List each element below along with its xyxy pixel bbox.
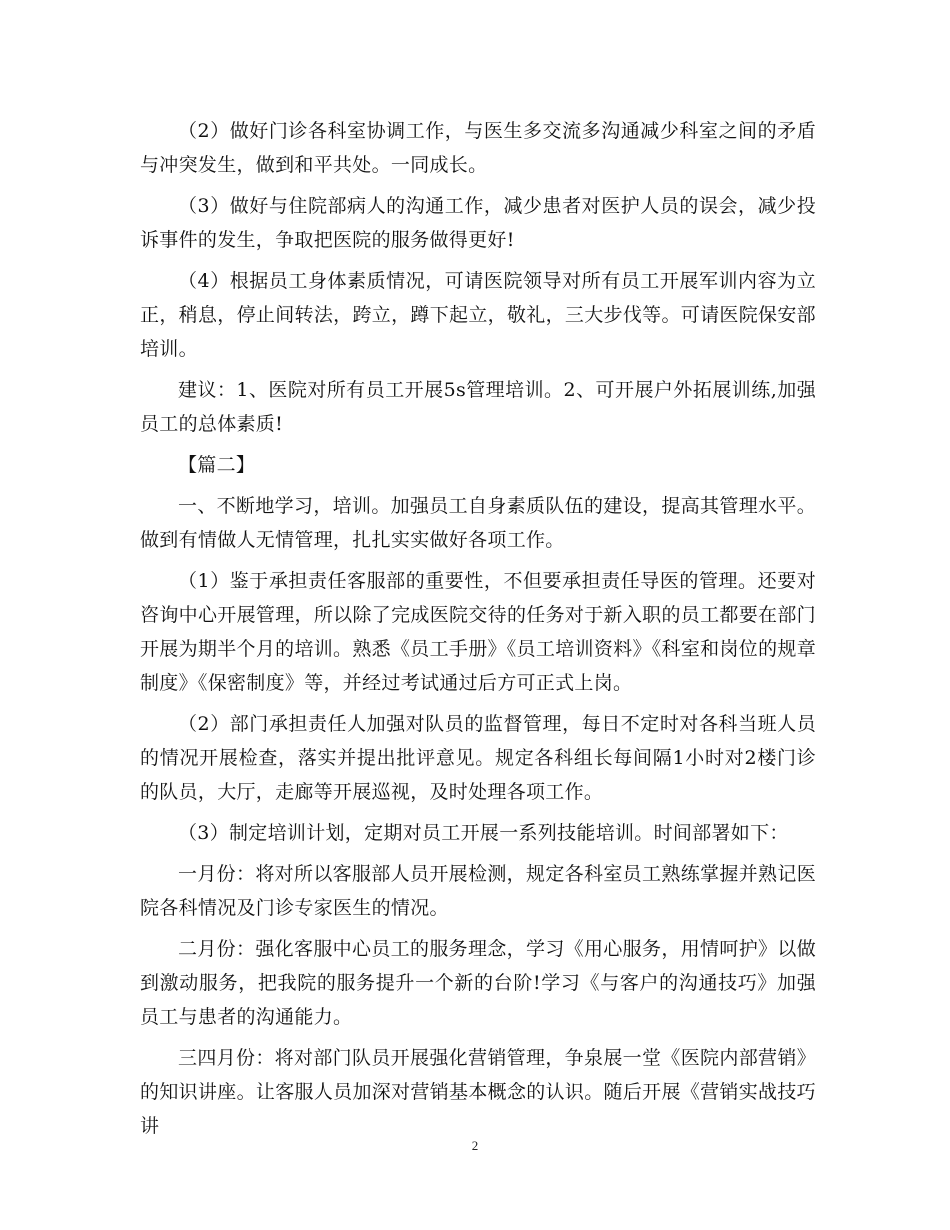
paragraph: 三四月份：将对部门队员开展强化营销管理，争泉展一堂《医院内部营销》的知识讲座。让客服人员加深对营销基本概念的认识。随后开展《营销实战技巧讲 (140, 1047, 816, 1137)
paragraph: （2）做好门诊各科室协调工作，与医生多交流多沟通减少科室之间的矛盾与冲突发生，做到和平共处。一同成长。 (140, 120, 816, 176)
section-heading: 【篇二】 (178, 454, 256, 476)
paragraph: （3）做好与住院部病人的沟通工作，减少患者对医护人员的误会，减少投诉事件的发生，争取把医院的服务做得更好! (140, 195, 816, 251)
paragraph: 一、不断地学习，培训。加强员工自身素质队伍的建设，提高其管理水平。做到有情做人无情管理，扎扎实实做好各项工作。 (140, 495, 816, 551)
page-number: 2 (471, 1138, 479, 1153)
paragraph: （4）根据员工身体素质情况，可请医院领导对所有员工开展军训内容为立正，稍息，停止间转法，跨立，蹲下起立，敬礼，三大步伐等。可请医院保安部培训。 (140, 270, 816, 360)
paragraph: （2）部门承担责任人加强对队员的监督管理，每日不定时对各科当班人员的情况开展检查，落实并提出批评意见。规定各科组长每间隔1小时对2楼门诊的队员，大厅，走廊等开展巡视，及时处理各项工作。 (140, 713, 816, 803)
paragraph: 一月份：将对所以客服部人员开展检测，规定各科室员工熟练掌握并熟记医院各科情况及门诊专家医生的情况。 (140, 863, 816, 919)
paragraph: 二月份：强化客服中心员工的服务理念，学习《用心服务，用情呵护》以做到激动服务，把我院的服务提升一个新的台阶!学习《与客户的沟通技巧》加强员工与患者的沟通能力。 (140, 938, 816, 1028)
document-body (140, 114, 816, 1150)
paragraph: （1）鉴于承担责任客服部的重要性，不但要承担责任导医的管理。还要对咨询中心开展管理，所以除了完成医院交待的任务对于新入职的员工都要在部门开展为期半个月的培训。熟悉《员工手册》《员工培训资料》《科室和岗位的规章制度》《保密制度》等，并经过考试通过后方可正式上岗。 (140, 570, 816, 694)
paragraph: （3）制定培训计划，定期对员工开展一系列技能培训。时间部署如下： (178, 822, 789, 844)
paragraph: 建议：1、医院对所有员工开展5s管理培训。2、可开展户外拓展训练,加强员工的总体素质! (140, 379, 816, 435)
